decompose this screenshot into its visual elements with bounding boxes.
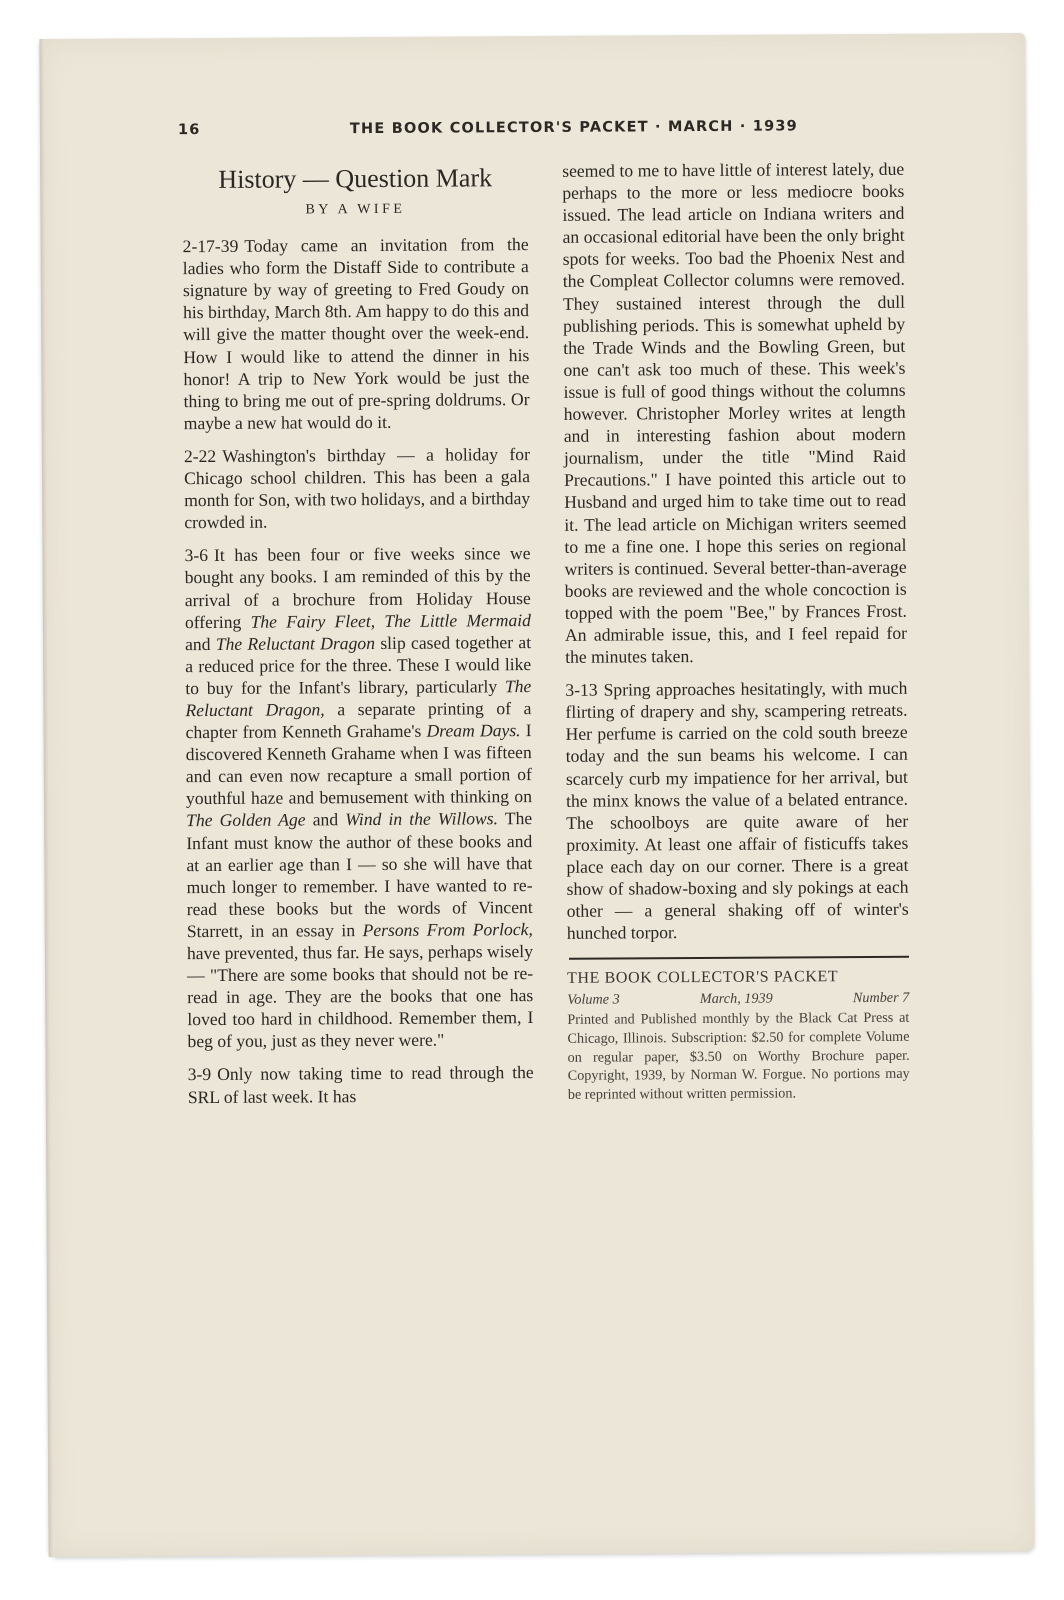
colophon-number: Number 7 — [852, 989, 910, 1006]
entry-text: It has been four or five weeks since we bought any books. I am reminded of this by the arrival of a brochure from Holiday House offering — [184, 543, 531, 632]
entry-text: seemed to me to have little of interest lately, due perhaps to the more or less mediocre books issued. The lead article on Indiana writers and an occasional editorial have been the only bright spots for weeks. Too bad the Phoenix Nest and the Compleat Collector columns were removed. They sustained interest through the dull publishing periods. This is somewhat upheld by the Trade Winds and the Bowling Green, but one can't ask too much of these. This week's issue is full of good things without the columns however. Christopher Morley writes at length and in interesting fashion about modern journalism, under the title "Mind Raid Precautions." I have pointed this article out to Husband and urged him to take time out to read it. The lead article on Michigan writers seemed to me a fine one. I hope this series on regional writers is continued. Several better-than-average books are reviewed and the whole concoction is topped with the poem "Bee," by Frances Frost. An admirable issue, this, and I feel repaid for the minutes taken. — [562, 158, 908, 667]
colophon-issue-line — [567, 989, 909, 1010]
entry-text: and — [185, 633, 216, 654]
entry-text: Washington's birthday — a holiday for Chicago school children. This has been a gala month for Son, with two holidays, and a birthday crowded in. — [183, 443, 531, 533]
diary-entry — [565, 677, 909, 944]
entry-text: Spring approaches hesitatingly, with much flirting of drapery and shy, scampering retreats. Her perfume is carried on the cold south breeze today and the sun beams his welcome. I can scarcely curb my impatience for her arrival, but the minx knows the value of a belated entrance. The schoolboys are quite aware of her proximity. At least one affair of fisticuffs takes place each day on our corner. There is a great show of shadow-boxing and sly pokings at each other — a general shaking off of winter's hunched torpor. — [565, 677, 909, 944]
book-title: Persons From Porlock, — [362, 918, 533, 940]
entry-text: Only now taking time to read through the SRL of last week. It has — [187, 1062, 534, 1107]
entry-text: slip cased together at a reduced price for the three. These I would like to buy for the Infant's library, particularly — [185, 631, 532, 699]
colophon-title: THE BOOK COLLECTOR'S PACKET — [567, 968, 839, 988]
journal-title-line: THE BOOK COLLECTOR'S PACKET · MARCH · 1939 — [349, 118, 798, 138]
entry-date: 2-22 — [183, 445, 217, 467]
magazine-page — [39, 33, 1034, 1557]
entry-date: 2-17-39 — [182, 235, 239, 257]
colophon-date: March, 1939 — [699, 990, 773, 1007]
left-column — [182, 162, 534, 1119]
diary-entry — [184, 443, 531, 533]
entry-date: 3-13 — [565, 679, 598, 700]
book-title: Wind in the Willows. — [345, 808, 499, 830]
entry-text: a separate printing of a chapter from Kenneth Grahame's — [185, 698, 532, 743]
colophon-divider — [569, 956, 909, 960]
diary-entry — [183, 233, 530, 434]
page-binding-edge — [39, 39, 53, 1557]
diary-entry — [184, 542, 533, 1052]
entry-text: and — [305, 809, 346, 830]
entry-text: The Infant must know the author of these books and at an earlier age than I — so she will have that much longer to remember. I have wanted to re-read these books but the words of Vincent Starrett, in an essay in — [186, 808, 533, 942]
book-title: The Reluctant Dragon — [215, 632, 376, 654]
entry-text: I discovered Kenneth Grahame when I was fifteen and can even now recapture a small portion of youthful haze and bemusement with thinking on — [185, 720, 533, 809]
entry-date: 3-6 — [184, 545, 209, 566]
book-title: The Reluctant Dragon, — [185, 675, 532, 721]
entry-date: 3-9 — [187, 1064, 212, 1085]
right-column — [562, 158, 910, 1105]
page-number: 16 — [177, 122, 201, 139]
article-title: History — Question Mark — [218, 163, 493, 194]
book-title: Dream Days. — [426, 720, 521, 741]
article-byline: BY A WIFE — [305, 201, 406, 218]
diary-entry-continued — [562, 158, 907, 668]
book-title: The Fairy Fleet, The Little Mermaid — [250, 609, 532, 632]
book-title: The Golden Age — [186, 809, 306, 831]
entry-text: have prevented, thus far. He says, perhaps wisely — "There are some books that should not be re-read in age. They are the books that one has loved too hard in childhood. Remember them, I beg of you, just as they never were." — [186, 941, 534, 1052]
colophon-volume: Volume 3 — [567, 991, 620, 1008]
running-header — [178, 118, 798, 146]
colophon — [567, 968, 910, 1104]
colophon-text: Printed and Published monthly by the Black Cat Press at Chicago, Illinois. Subscription: $2.50 for complete Volume on regular paper, $3.50 on Worthy Brochure paper. Copyright, 1939, by Norman W. Forgue. No portions may be reprinted without written permission. — [567, 1010, 910, 1103]
entry-text: Today came an invitation from the ladies who form the Distaff Side to contribute a signature by way of greeting to Fred Goudy on his birthday, March 8th. Am happy to do this and will give the matter thought over the week-end. How I would like to attend the dinner in his honor! A trip to New York would be just the thing to bring me out of pre-spring doldrums. Or maybe a new hat would do it. — [182, 234, 530, 433]
diary-entry — [188, 1061, 534, 1107]
